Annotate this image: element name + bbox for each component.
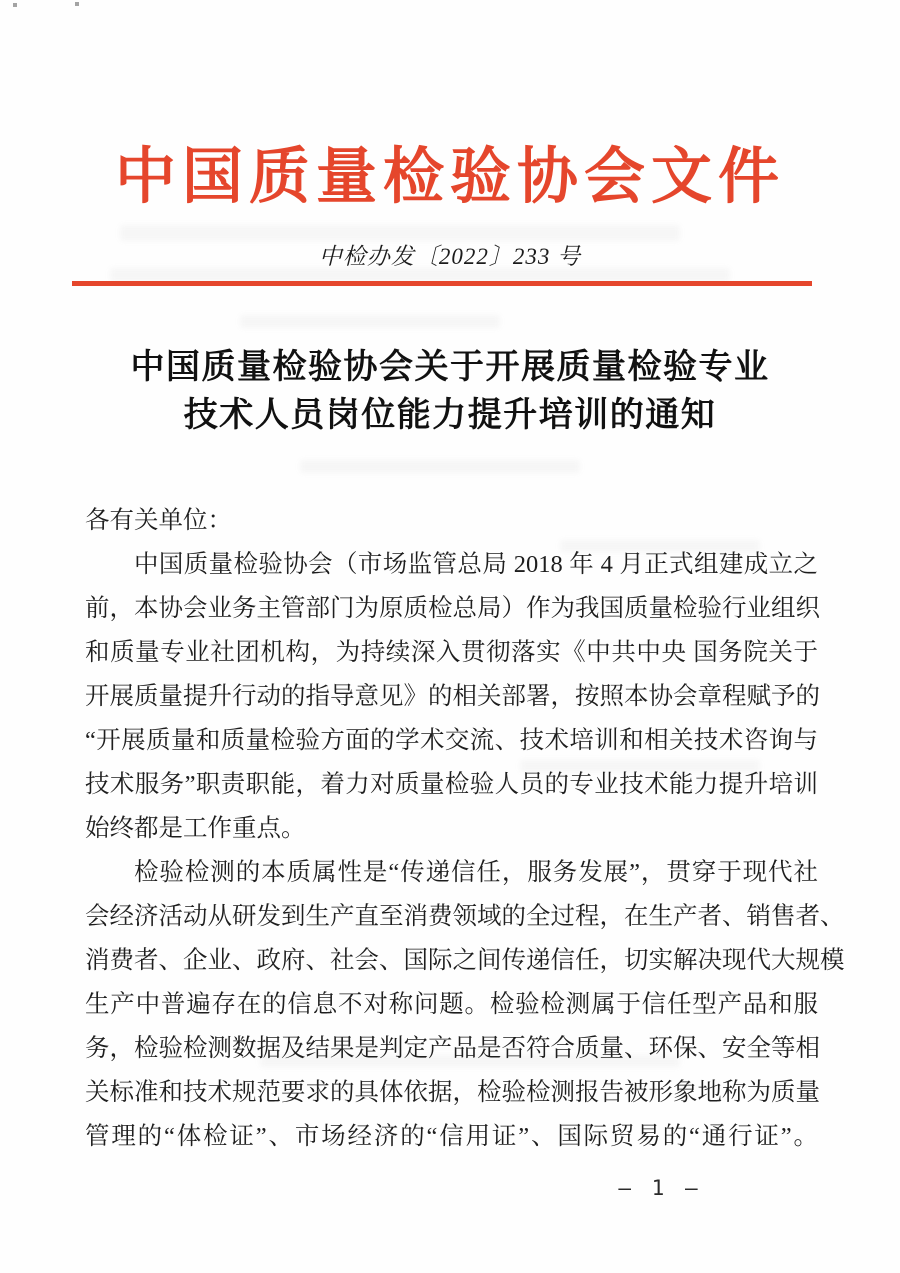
body-line: 和质量专业社团机构，为持续深入贯彻落实《中共中央 国务院关于 <box>85 639 818 666</box>
body-line: 前，本协会业务主管部门为原质检总局）作为我国质量检验行业组织 <box>85 595 820 622</box>
scan-speck <box>13 3 17 7</box>
page-number: — 1 — <box>618 1176 702 1200</box>
body-line: 生产中普遍存在的信息不对称问题。检验检测属于信任型产品和服 <box>85 991 818 1018</box>
document-body <box>85 499 845 1159</box>
body-line: 开展质量提升行动的指导意见》的相关部署，按照本协会章程赋予的 <box>85 683 820 710</box>
document-number: 中检办发〔2022〕233 号 <box>318 244 582 269</box>
body-line: 技术服务”职责职能，着力对质量检验人员的专业技术能力提升培训 <box>85 771 818 798</box>
red-separator-rule <box>72 281 812 286</box>
body-line: 中国质量检验协会（市场监管总局 2018 年 4 月正式组建成立之 <box>134 551 818 578</box>
body-line: 管理的“体检证”、市场经济的“信用证”、国际贸易的“通行证”。 <box>85 1123 818 1150</box>
scan-speck <box>75 2 79 6</box>
document-title-line1: 中国质量检验协会关于开展质量检验专业 <box>130 349 770 386</box>
body-line: 始终都是工作重点。 <box>85 815 306 842</box>
letterhead-org-title: 中国质量检验协会文件 <box>114 144 785 211</box>
body-line: 务，检验检测数据及结果是判定产品是否符合质量、环保、安全等相 <box>85 1035 820 1062</box>
salutation: 各有关单位： <box>85 507 232 534</box>
document-title <box>0 344 900 440</box>
bleedthrough-artifact <box>300 460 580 473</box>
body-line: 消费者、企业、政府、社会、国际之间传递信任，切实解决现代大规模 <box>85 947 845 974</box>
body-line: 关标准和技术规范要求的具体依据，检验检测报告被形象地称为质量 <box>85 1079 820 1106</box>
document-title-line2: 技术人员岗位能力提升培训的通知 <box>183 397 717 434</box>
body-line: 会经济活动从研发到生产直至消费领域的全过程，在生产者、销售者、 <box>85 903 845 930</box>
bleedthrough-artifact <box>240 315 500 328</box>
body-line: 检验检测的本质属性是“传递信任，服务发展”，贯穿于现代社 <box>134 859 818 886</box>
body-line: “开展质量和质量检验方面的学术交流、技术培训和相关技术咨询与 <box>85 727 818 754</box>
